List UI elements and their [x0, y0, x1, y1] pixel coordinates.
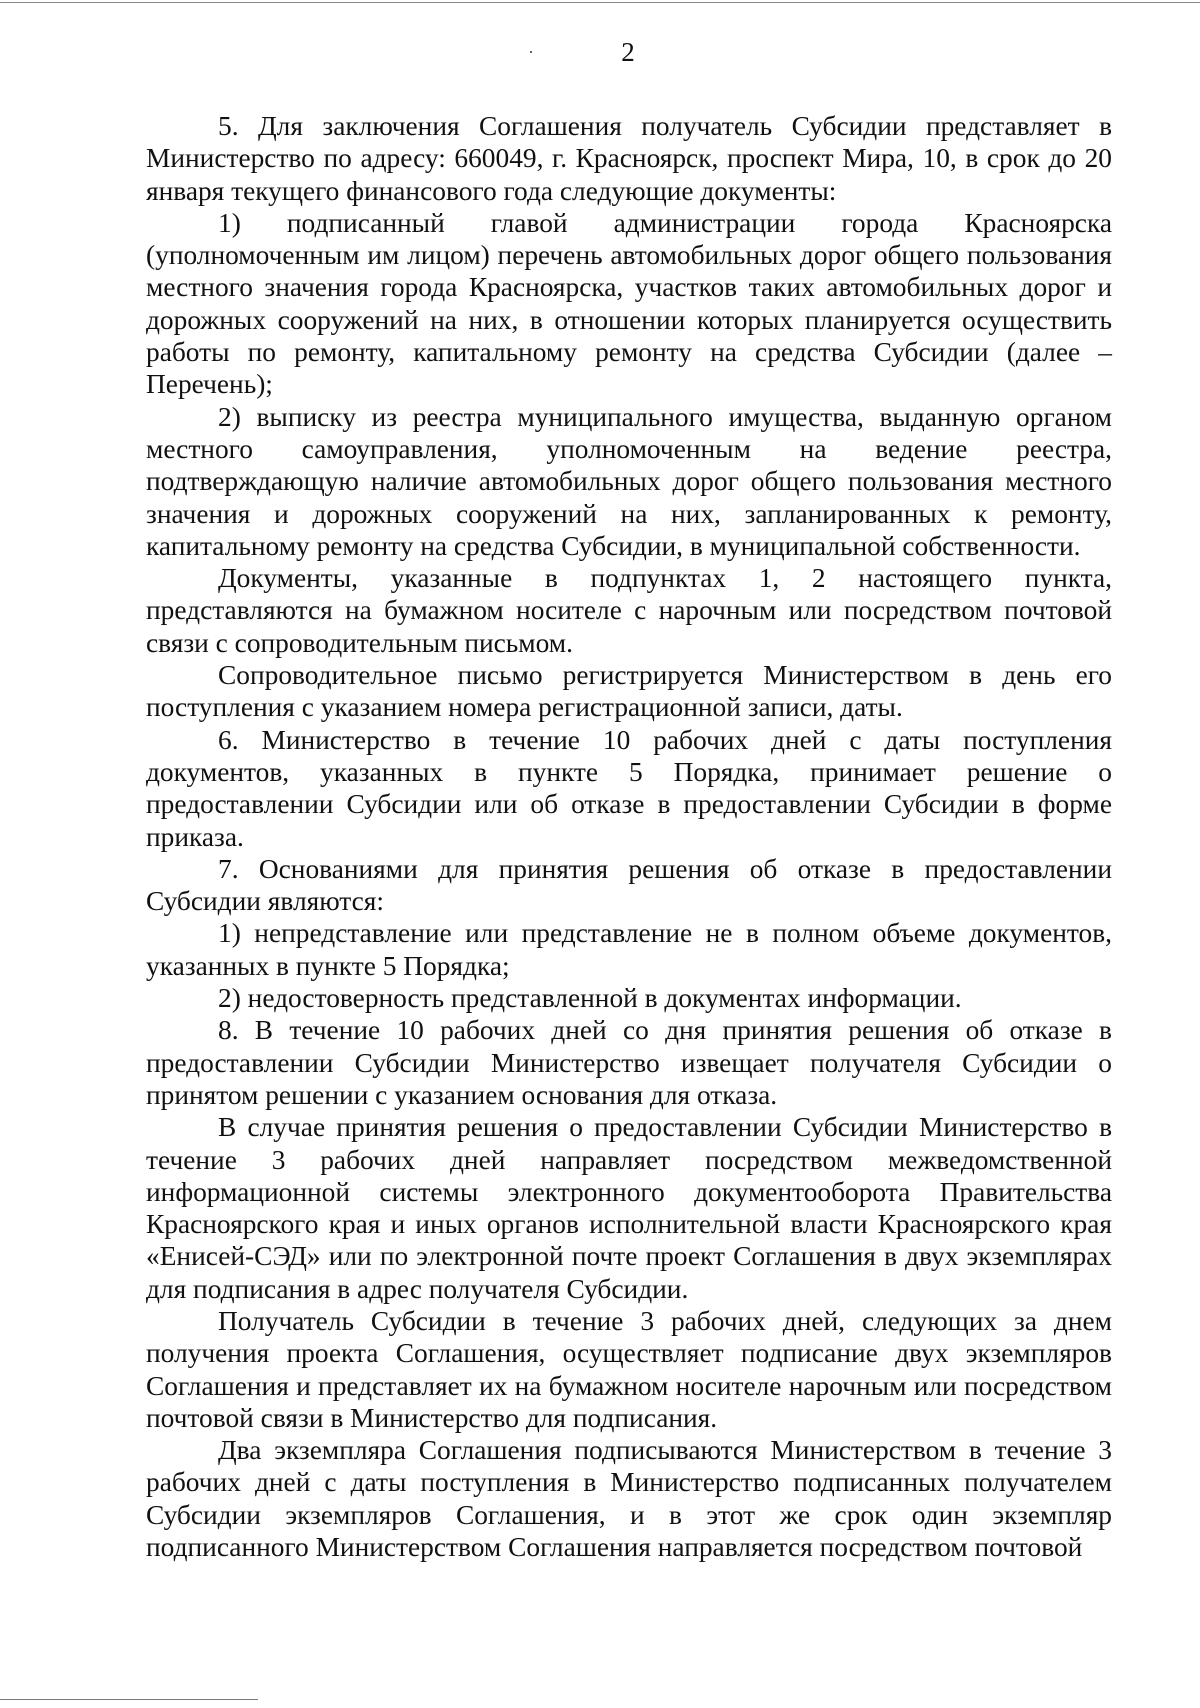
paragraph-clause-5: 5. Для заключения Соглашения получатель Субсидии представляет в Министерство по адресу: 660049, г. Красноярск, проспект Мира, 10, в срок до 20 января текущего финансового года следующие документы: — [146, 111, 1112, 206]
top-scan-edge — [0, 2, 1200, 3]
paragraph-clause-5-item-2: 2) выписку из реестра муниципального имущества, выданную органом местного самоуправления, уполномоченным на ведение реестра, подтверждающую наличие автомобильных дорог общего пользования местного значения и дорожных сооружений на них, запланированных к ремонту, капитальному ремонту на средства Субсидии, в муниципальной собственности. — [146, 401, 1112, 561]
paragraph-clause-7-item-1: 1) непредставление или представление не в полном объеме документов, указанных в пункте 5 Порядка; — [146, 918, 1112, 981]
paragraph-clause-8: 8. В течение 10 рабочих дней со дня принятия решения об отказе в предоставлении Субсидии Министерство извещает получателя Субсидии о принятом решении с указанием основания для отказа. — [146, 1015, 1112, 1110]
paragraph-agreement-draft: В случае принятия решения о предоставлении Субсидии Министерство в течение 3 рабочих дней направляет посредством межведомственной информационной системы электронного документооборота Правительства Красноярского края и иных органов исполнительной власти Красноярского края «Енисей-СЭД» или по электронной почте проект Соглашения в двух экземплярах для подписания в адрес получателя Субсидии. — [146, 1112, 1112, 1304]
paragraph-clause-5-item-1: 1) подписанный главой администрации города Красноярска (уполномоченным им лицом) перечень автомобильных дорог общего пользования местного значения города Красноярска, участков таких автомобильных дорог и дорожных сооружений на них, в отношении которых планируется осуществить работы по ремонту, капитальному ремонту на средства Субсидии (далее – Перечень); — [146, 207, 1112, 400]
paragraph-ministry-signing: Два экземпляра Соглашения подписываются Министерством в течение 3 рабочих дней с даты поступления в Министерство подписанных получателем Субсидии экземпляров Соглашения, и в этот же срок один экземпляр подписанного Министерством Соглашения направляется посредством почтовой — [146, 1435, 1112, 1563]
page-number: 2 — [621, 37, 635, 67]
paragraph-documents-submission: Документы, указанные в подпунктах 1, 2 настоящего пункта, представляются на бумажном носителе с нарочным или посредством почтовой связи с сопроводительным письмом. — [146, 563, 1112, 658]
paragraph-clause-6: 6. Министерство в течение 10 рабочих дней с даты поступления документов, указанных в пункте 5 Порядка, принимает решение о предоставлении Субсидии или об отказе в предоставлении Субсидии в форме приказа. — [146, 724, 1112, 852]
paragraph-recipient-signing: Получатель Субсидии в течение 3 рабочих дней, следующих за днем получения проекта Соглашения, осуществляет подписание двух экземпляров Соглашения и представляет их на бумажном носителе нарочным или посредством почтовой связи в Министерство для подписания. — [146, 1305, 1112, 1433]
paragraph-clause-7-item-2: 2) недостоверность представленной в документах информации. — [218, 983, 962, 1014]
paragraph-clause-7: 7. Основаниями для принятия решения об отказе в предоставлении Субсидии являются: — [146, 853, 1112, 917]
document-body — [146, 110, 1112, 1563]
scan-speck — [530, 51, 532, 53]
bottom-scan-mark — [0, 1699, 258, 1700]
paragraph-cover-letter: Сопроводительное письмо регистрируется Министерством в день его поступления с указанием номера регистрационной записи, даты. — [146, 660, 1112, 723]
